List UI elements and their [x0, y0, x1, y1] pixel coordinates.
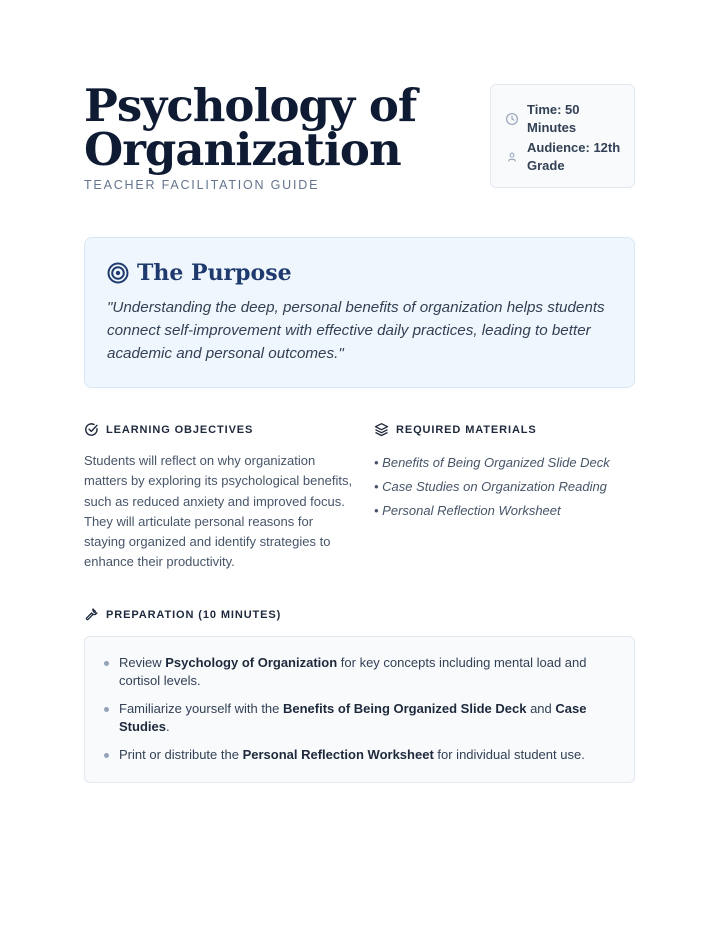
preparation-heading-row [84, 607, 281, 622]
page-subtitle: TEACHER FACILITATION GUIDE [84, 178, 320, 192]
objectives-heading-row [84, 422, 253, 437]
check-circle-icon [84, 422, 99, 437]
materials-heading-row [374, 422, 537, 437]
audience-label: Audience: 12th Grade [527, 140, 621, 173]
audience-row [505, 139, 623, 175]
preparation-item: Print or distribute the Personal Reflection Worksheet for individual student use. [103, 746, 603, 764]
purpose-heading: The Purpose [137, 260, 292, 286]
objectives-heading: LEARNING OBJECTIVES [106, 423, 254, 436]
preparation-item: Familiarize yourself with the Benefits of Being Organized Slide Deck and Case Studies. [103, 700, 603, 736]
page-title: Psychology of Organization [84, 79, 417, 176]
preparation-list [103, 654, 603, 774]
materials-item: • Personal Reflection Worksheet [374, 503, 561, 518]
time-label: Time: 50 Minutes [527, 102, 580, 135]
time-row [505, 101, 623, 137]
objectives-text: Students will reflect on why organization matters by exploring its psychological benefits, such as reduced anxiety and improved focus. They will articulate personal reasons for staying organized and identify strategies to enhance their productivity. [84, 453, 353, 570]
materials-list [374, 451, 635, 523]
purpose-quote: "Understanding the deep, personal benefits of organization helps students connect self-improvement with effective daily practices, leading to better academic and personal outcomes." [107, 299, 605, 362]
wrench-icon [84, 607, 99, 622]
header [84, 79, 635, 194]
clock-icon [505, 112, 519, 126]
target-icon [107, 262, 129, 284]
user-icon [505, 150, 519, 164]
layers-icon [374, 422, 389, 437]
preparation-item: Review Psychology of Organization for key concepts including mental load and cortisol levels. [103, 654, 603, 690]
purpose-heading-row [107, 260, 292, 286]
meta-card [490, 84, 635, 188]
preparation-heading: PREPARATION (10 MINUTES) [106, 608, 282, 621]
materials-item: • Case Studies on Organization Reading [374, 479, 607, 494]
materials-item: • Benefits of Being Organized Slide Deck [374, 455, 610, 470]
purpose-card [84, 237, 635, 388]
materials-heading: REQUIRED MATERIALS [396, 423, 537, 436]
preparation-card [84, 636, 635, 783]
